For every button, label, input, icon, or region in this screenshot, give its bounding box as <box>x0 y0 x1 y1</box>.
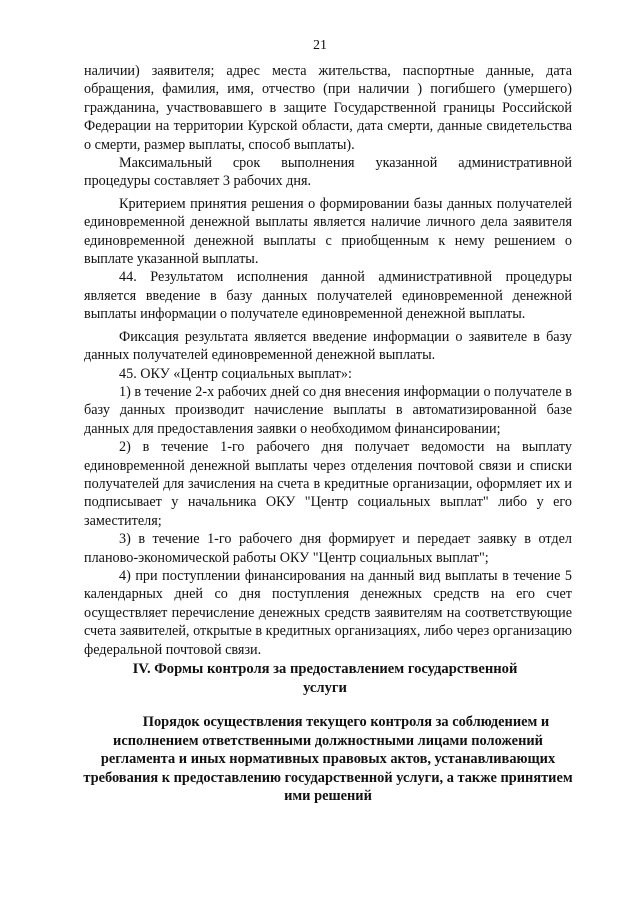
paragraph-applicant-data: наличии) заявителя; адрес места жительства, паспортные данные, дата обращения, фамилия, имя, отчество (при наличии ) погибшего (умершего) гражданина, участвовавшего в защите Государственной границы Российской Федерации на территории Курской области, дата смерти, данные свидетельства о смерти, размер выплаты, способ выплаты). <box>84 63 572 153</box>
list-item-3: 3) в течение 1-го рабочего дня формирует и передает заявку в отдел планово-экономической работы ОКУ "Центр социальных выплат"; <box>84 531 572 566</box>
list-item-2: 2) в течение 1-го рабочего дня получает ведомости на выплату единовременной денежной выплаты через отделения почтовой связи и списки получателей для зачисления на счета в кредитные организации, оформляет их и подписывает у начальника ОКУ "Центр социальных выплат" либо у его заместителя; <box>84 439 572 529</box>
paragraph-decision-criterion: Критерием принятия решения о формировании базы данных получателей единовременной денежной выплаты является наличие личного дела заявителя единовременной денежной выплаты с приобщенным к нему решением о выплате указанной выплаты. <box>84 195 572 268</box>
body-text <box>84 62 572 659</box>
section-heading-line-1: IV. Формы контроля за предоставлением государственной <box>132 661 518 677</box>
paragraph-fixation: Фиксация результата является введение информации о заявителе в базу данных получателей единовременной денежной выплаты. <box>84 328 572 364</box>
paragraph-max-term: Максимальный срок выполнения указанной административной процедуры составляет 3 рабочих дня. <box>84 155 572 190</box>
paragraph-45-heading: 45. ОКУ «Центр социальных выплат»: <box>119 365 352 382</box>
paragraph-44-result: 44. Результатом исполнения данной административной процедуры является введение в базу данных получателей единовременной денежной выплаты информации о получателе единовременной денежной выплаты. <box>84 269 572 323</box>
section-heading <box>110 660 540 698</box>
subsection-heading <box>82 713 574 806</box>
subsection-heading-text: Порядок осуществления текущего контроля за соблюдением и исполнением ответственными должностными лицами положений регламента и иных нормативных правовых актов, устанавливающих требования к предоставлению государственной услуги, а также принятием ими решений <box>83 714 573 805</box>
list-item-4: 4) при поступлении финансирования на данный вид выплаты в течение 5 календарных дней со дня поступления денежных средств на его счет осуществляет перечисление денежных средств заявителям на соответствующие счета заявителей, открытые в кредитных организациях, либо через организацию федеральной почтовой связи. <box>84 567 572 658</box>
page-number: 21 <box>313 38 327 53</box>
section-heading-line-2: услуги <box>303 680 347 696</box>
list-item-1: 1) в течение 2-х рабочих дней со дня внесения информации о получателе в базу данных производит начисление выплаты в автоматизированной базе данных для предоставления заявки о необходимом финансировании; <box>84 383 572 437</box>
